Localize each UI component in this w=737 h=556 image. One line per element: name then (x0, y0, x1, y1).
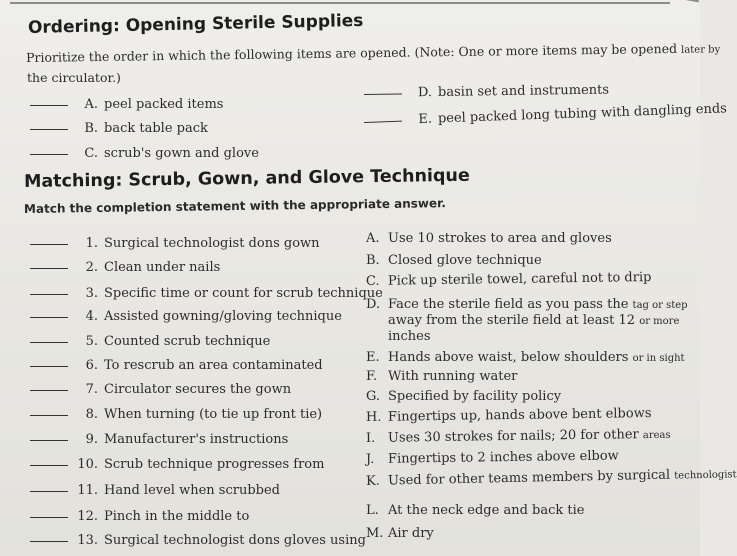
answer-blank[interactable] (30, 464, 68, 466)
answer-g: G. Specified by facility policy (366, 389, 562, 404)
answer-blank[interactable] (30, 439, 68, 441)
question-11: 11. Hand level when scrubbed (30, 483, 280, 498)
ordering-item-e: E. peel packed long tubing with dangling ends (364, 101, 727, 129)
answer-blank[interactable] (364, 120, 402, 123)
ordering-instructions (26, 40, 720, 65)
answer-blank[interactable] (30, 389, 68, 391)
question-7: 7. Circulator secures the gown (30, 382, 291, 397)
question-8: 8. When turning (to tie up front tie) (30, 407, 322, 422)
answer-d-line3: inches (388, 329, 431, 344)
question-1: 1. Surgical technologist dons gown (30, 236, 320, 251)
answer-blank[interactable] (30, 365, 68, 367)
ordering-item-c: C. scrub's gown and glove (30, 146, 259, 161)
matching-title: Matching: Scrub, Gown, and Glove Technique (23, 165, 470, 192)
question-3: 3. Specific time or count for scrub technique (30, 286, 383, 301)
question-5: 5. Counted scrub technique (30, 334, 270, 349)
answer-a: A. Use 10 strokes to area and gloves (366, 231, 612, 246)
answer-blank[interactable] (30, 540, 68, 542)
question-6: 6. To rescrub an area contaminated (30, 358, 323, 373)
ordering-item-b: B. back table pack (30, 121, 208, 136)
answer-blank[interactable] (30, 293, 68, 295)
matching-subtitle: Match the completion statement with the appropriate answer. (23, 196, 446, 216)
answer-blank[interactable] (30, 153, 68, 155)
answer-blank[interactable] (30, 267, 68, 269)
answer-e: E. Hands above waist, below shoulders or in sight (366, 350, 685, 365)
answer-f: F. With running water (366, 369, 518, 384)
answer-d: D. Face the sterile field as you pass the tag or step (366, 297, 688, 312)
answer-blank[interactable] (30, 414, 68, 416)
answer-blank[interactable] (30, 316, 68, 318)
question-10: 10. Scrub technique progresses from (30, 457, 324, 472)
answer-blank[interactable] (30, 490, 68, 492)
answer-blank[interactable] (30, 341, 68, 343)
answer-b: B. Closed glove technique (366, 253, 542, 268)
answer-c: C. Pick up sterile towel, careful not to drip (365, 270, 652, 289)
ordering-item-a: A. peel packed items (30, 97, 223, 112)
answer-blank[interactable] (30, 516, 68, 518)
instructions-line2: the circulator.) (27, 70, 121, 85)
answer-j: J. Fingertips to 2 inches above elbow (365, 448, 619, 467)
answer-d-line2: away from the sterile field at least 12 or more (388, 313, 680, 328)
answer-blank[interactable] (30, 243, 68, 245)
top-rule (10, 2, 670, 4)
question-4: 4. Assisted gowning/gloving technique (30, 309, 342, 324)
instructions-tail: later by (681, 44, 721, 56)
question-9: 9. Manufacturer's instructions (30, 432, 288, 447)
answer-blank[interactable] (364, 92, 402, 95)
answer-h: H. Fingertips up, hands above bent elbows (365, 406, 652, 425)
instructions-line1: Prioritize the order in which the following items are opened. (Note: One or more items may be opened (25, 40, 678, 65)
ordering-title: Ordering: Opening Sterile Supplies (27, 10, 364, 38)
answer-m: M. Air dry (366, 526, 434, 541)
ordering-item-d: D. basin set and instruments (364, 83, 609, 101)
question-2: 2. Clean under nails (30, 260, 220, 275)
question-13: 13. Surgical technologist dons gloves using (30, 533, 366, 548)
answer-blank[interactable] (30, 104, 68, 106)
answer-l: L. At the neck edge and back tie (366, 503, 585, 518)
answer-blank[interactable] (30, 128, 68, 130)
question-12: 12. Pinch in the middle to (30, 509, 249, 524)
answer-k: K. Used for other teams members by surgical technologist (365, 467, 737, 489)
answer-i: I. Uses 30 strokes for nails; 20 for other areas (365, 427, 671, 446)
